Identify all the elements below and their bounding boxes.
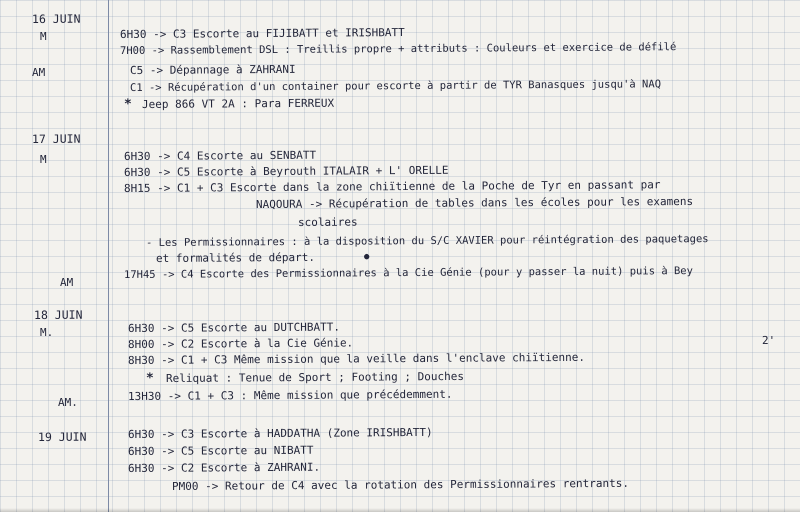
entry-17-3: 8H15 -> C1 + C3 Escorte dans la zone chiïtienne de la Poche de Tyr en passant par: [123, 178, 661, 195]
margin-mark: 2': [761, 333, 776, 347]
entry-18-1: 6H30 -> C5 Escorte au DUTCHBATT.: [127, 320, 340, 335]
entry-16-1: 6H30 -> C3 Escorte au FIJIBATT et IRISHBATT: [119, 26, 405, 41]
entry-17-7: et formalités de départ.: [155, 250, 315, 265]
entry-17-2: 6H30 -> C5 Escorte à Beyrouth ITALAIR + L' ORELLE: [123, 163, 449, 179]
date-19-juin: 19 JUIN: [37, 429, 87, 444]
period-morning-16: M: [39, 29, 47, 43]
entry-19-1: 6H30 -> C3 Escorte à HADDATHA (Zone IRISHBATT): [127, 425, 433, 441]
entry-19-4: PM00 -> Retour de C4 avec la rotation des Permissionnaires rentrants.: [171, 476, 629, 493]
entry-18-2: 8H00 -> C2 Escorte à la Cie Génie.: [127, 336, 354, 351]
entry-16-5: Jeep 866 VT 2A : Para FERREUX: [141, 96, 335, 111]
margin-line: [108, 0, 109, 512]
period-morning-17: M: [39, 152, 47, 166]
period-morning-18: M.: [39, 325, 54, 339]
period-afternoon-17: AM: [59, 275, 74, 289]
entry-17-5: scolaires: [297, 215, 358, 229]
stray-mark: ●: [363, 251, 370, 262]
entry-17-4: NAQOURA -> Récupération de tables dans les écoles pour les examens: [255, 194, 694, 211]
entry-19-2: 6H30 -> C5 Escorte au NIBATT: [127, 443, 314, 458]
entry-18-5: 13H30 -> C1 + C3 : Même mission que précédemment.: [127, 387, 453, 403]
entry-18-4: Reliquat : Tenue de Sport ; Footing ; Douches: [165, 369, 465, 385]
entry-17-6: - Les Permissionnaires : à la disposition du S/C XAVIER pour réintégration des paquetages: [145, 233, 709, 249]
page-bottom-edge: [0, 508, 800, 512]
bullet-18: *: [145, 370, 154, 386]
date-17-juin: 17 JUIN: [31, 131, 81, 146]
period-afternoon-16: AM: [31, 65, 46, 79]
bullet-16: *: [123, 96, 132, 112]
period-afternoon-18: AM.: [57, 395, 78, 409]
entry-17-1: 6H30 -> C4 Escorte au SENBATT: [123, 148, 317, 163]
entry-16-3: C5 -> Dépannage à ZAHRANI: [129, 62, 296, 77]
entry-19-3: 6H30 -> C2 Escorte à ZAHRANI.: [127, 460, 321, 475]
date-18-juin: 18 JUIN: [33, 307, 83, 322]
entry-17-8: 17H45 -> C4 Escorte des Permissionnaires à la Cie Génie (pour y passer la nuit) puis à Bey: [123, 265, 693, 281]
entry-16-4: C1 -> Récupération d'un container pour escorte à partir de TYR Banasques jusqu'à NAQ: [129, 78, 662, 94]
date-16-juin: 16 JUIN: [31, 11, 81, 26]
entry-16-2: 7H00 -> Rassemblement DSL : Treillis propre + attributs : Couleurs et exercice de défilé: [119, 41, 677, 57]
entry-18-3: 8H30 -> C1 + C3 Même mission que la veille dans l'enclave chiïtienne.: [127, 350, 585, 367]
